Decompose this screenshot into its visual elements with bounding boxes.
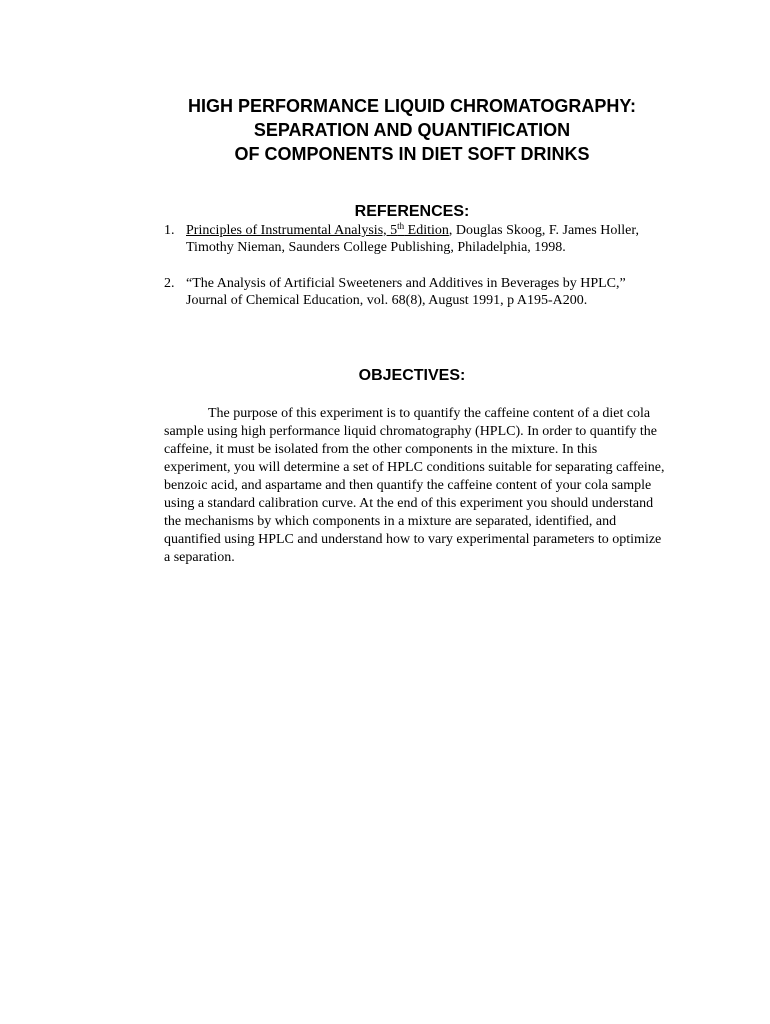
paragraph-line: benzoic acid, and aspartame and then quantify the caffeine content of your cola sample	[164, 478, 652, 493]
reference-item-1	[164, 222, 704, 256]
title-line-2: SEPARATION AND QUANTIFICATION	[253, 120, 571, 140]
paragraph-line: quantified using HPLC and understand how to vary experimental parameters to optimize	[164, 532, 662, 547]
title-line-3: OF COMPONENTS IN DIET SOFT DRINKS	[234, 144, 590, 164]
title-line-1: HIGH PERFORMANCE LIQUID CHROMATOGRAPHY:	[188, 96, 636, 116]
paragraph-line: experiment, you will determine a set of HPLC conditions suitable for separating caffeine,	[164, 460, 665, 475]
paragraph-line: the mechanisms by which components in a mixture are separated, identified, and	[164, 514, 617, 529]
paragraph-line: caffeine, it must be isolated from the other components in the mixture. In this	[164, 442, 598, 457]
objectives-heading: OBJECTIVES:	[358, 367, 466, 384]
reference-line-2: Timothy Nieman, Saunders College Publishing, Philadelphia, 1998.	[186, 240, 566, 255]
reference-line-1: “The Analysis of Artificial Sweeteners and Additives in Beverages by HPLC,”	[186, 276, 626, 291]
reference-book-title	[186, 223, 449, 238]
reference-item-2	[164, 275, 704, 309]
reference-authors: , Douglas Skoog, F. James Holler,	[448, 223, 639, 238]
reference-line-1	[186, 222, 704, 239]
reference-line-2: Journal of Chemical Education, vol. 68(8), August 1991, p A195-A200.	[186, 293, 588, 308]
document-title	[100, 94, 724, 166]
reference-body	[186, 275, 704, 309]
paragraph-line: The purpose of this experiment is to quantify the caffeine content of a diet cola	[208, 406, 651, 421]
reference-number: 2.	[164, 276, 175, 291]
paragraph-line: using a standard calibration curve. At the end of this experiment you should understand	[164, 496, 654, 511]
paragraph-line: a separation.	[164, 550, 235, 565]
reference-body	[186, 222, 704, 256]
references-heading: REFERENCES:	[354, 203, 470, 220]
reference-number: 1.	[164, 223, 175, 238]
edition-superscript: th	[397, 221, 405, 231]
book-title-text: Principles of Instrumental Analysis, 5	[186, 223, 398, 238]
edition-word: Edition	[404, 223, 449, 238]
objectives-paragraph	[164, 405, 704, 567]
paragraph-line: sample using high performance liquid chromatography (HPLC). In order to quantify the	[164, 424, 657, 439]
